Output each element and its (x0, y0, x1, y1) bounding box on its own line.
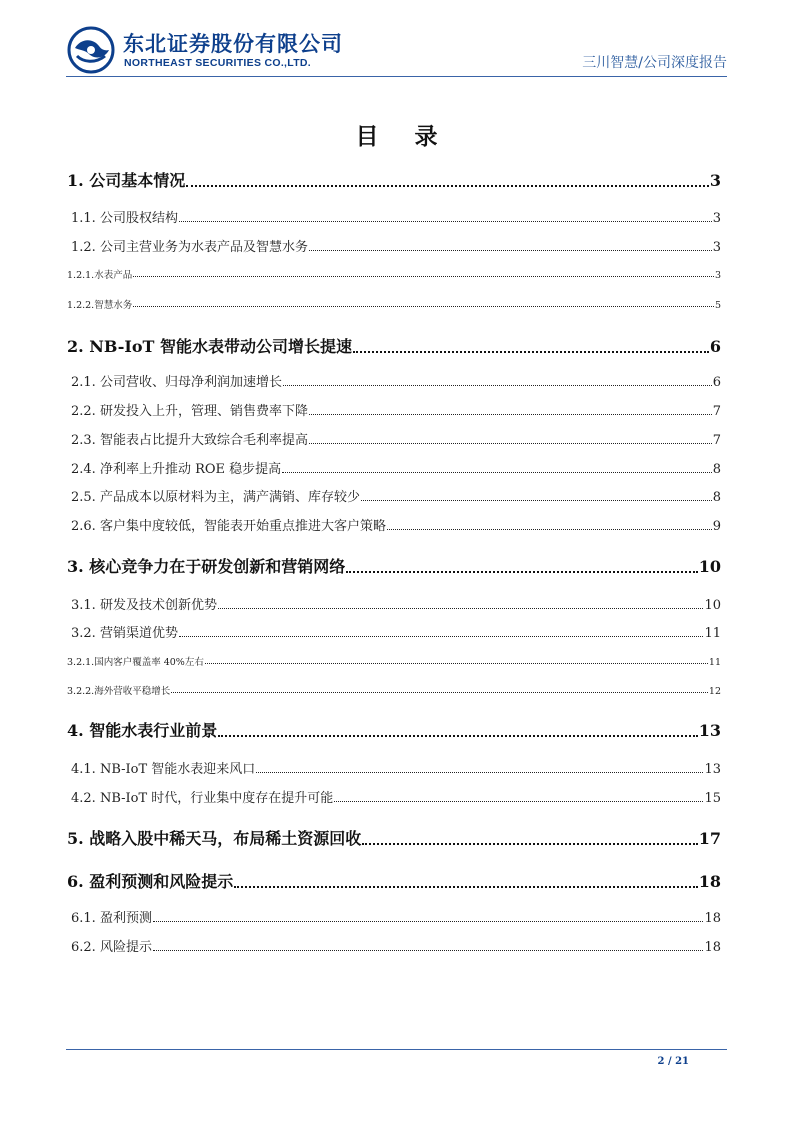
report-label: 三川智慧/公司深度报告 (582, 55, 727, 71)
toc-entry-label: 3.2.1.国内客户覆盖率 40%左右 (67, 657, 204, 668)
toc-entry-page: 10 (698, 557, 721, 576)
leader-dots (256, 772, 703, 773)
header-divider (66, 76, 727, 77)
toc-entry-page: 11 (708, 657, 721, 668)
toc-entry-page: 6 (709, 337, 721, 356)
leader-dots (387, 529, 712, 530)
page-header (0, 0, 793, 80)
leader-dots (309, 414, 712, 415)
leader-dots (362, 843, 697, 845)
toc-entry[interactable] (67, 654, 721, 668)
leader-dots (179, 636, 704, 637)
leader-dots (282, 472, 712, 473)
toc-entry[interactable] (67, 907, 721, 926)
leader-dots (186, 185, 709, 187)
toc-entry-label: 3.2. 营销渠道优势 (71, 626, 178, 641)
toc-entry[interactable] (67, 371, 721, 390)
toc-entry-label: 6.1. 盈利预测 (71, 911, 152, 926)
toc-entry-label: 1.2. 公司主营业务为水表产品及智慧水务 (71, 240, 308, 255)
toc-entry[interactable] (67, 267, 721, 281)
toc-entry-page: 11 (704, 626, 721, 641)
toc-entry[interactable] (67, 936, 721, 955)
leader-dots (218, 735, 697, 737)
toc-entry-label: 2.2. 研发投入上升，管理、销售费率下降 (71, 404, 308, 419)
toc-entry[interactable] (67, 683, 721, 697)
toc-entry-page: 15 (704, 791, 721, 806)
toc-entry-label: 2. NB-IoT 智能水表带动公司增长提速 (67, 337, 352, 356)
toc-entry[interactable] (67, 429, 721, 448)
toc-entry-label: 4. 智能水表行业前景 (67, 721, 218, 740)
toc-entry-label: 2.1. 公司营收、归母净利润加速增长 (71, 375, 282, 390)
page-indicator: 2 / 21 (657, 1056, 689, 1067)
toc-entry-label: 2.6. 客户集中度较低，智能表开始重点推进大客户策略 (71, 519, 386, 534)
toc-entry-page: 5 (714, 300, 721, 311)
toc-entry-page: 18 (704, 911, 721, 926)
toc-entry[interactable] (67, 168, 721, 191)
toc-entry-label: 3.1. 研发及技术创新优势 (71, 598, 217, 613)
toc-entry[interactable] (67, 869, 721, 892)
northeast-securities-logo-icon (67, 26, 115, 74)
leader-dots (334, 801, 703, 802)
toc-title: 目 录 (355, 123, 452, 150)
leader-dots (361, 500, 712, 501)
toc-entry-page: 3 (712, 240, 721, 255)
toc-entry[interactable] (67, 718, 721, 741)
toc-entry-page: 18 (698, 872, 721, 891)
toc-entry-label: 4.2. NB-IoT 时代，行业集中度存在提升可能 (71, 791, 334, 806)
toc-entry[interactable] (67, 458, 721, 477)
leader-dots (153, 921, 704, 922)
toc-entry-page: 10 (704, 598, 721, 613)
toc-entry[interactable] (67, 787, 721, 806)
leader-dots (234, 886, 697, 888)
toc-entry[interactable] (67, 236, 721, 255)
leader-dots (309, 250, 712, 251)
toc-entry[interactable] (67, 400, 721, 419)
toc-entry-page: 12 (708, 686, 721, 697)
toc-entry[interactable] (67, 486, 721, 505)
toc-entry-label: 1.2.2.智慧水务 (67, 300, 133, 311)
leader-dots (353, 351, 709, 353)
toc-entry-label: 3.2.2.海外营收平稳增长 (67, 686, 171, 697)
leader-dots (153, 950, 704, 951)
toc-entry-page: 3 (709, 171, 721, 190)
toc-entry[interactable] (67, 297, 721, 311)
toc-entry[interactable] (67, 826, 721, 849)
toc-entry[interactable] (67, 594, 721, 613)
toc-entry[interactable] (67, 554, 721, 577)
toc-entry-label: 2.5. 产品成本以原材料为主，满产满销、库存较少 (71, 490, 360, 505)
leader-dots (133, 276, 714, 277)
leader-dots (205, 663, 708, 664)
toc-entry[interactable] (67, 334, 721, 357)
toc-entry-label: 2.4. 净利率上升推动 ROE 稳步提高 (71, 462, 282, 477)
toc-entry-page: 13 (704, 762, 721, 777)
toc-entry-label: 1. 公司基本情况 (67, 171, 186, 190)
company-name-en: NORTHEAST SECURITIES CO.,LTD. (124, 57, 312, 69)
leader-dots (133, 306, 714, 307)
toc-entry-label: 3. 核心竞争力在于研发创新和营销网络 (67, 557, 346, 576)
company-name-cn: 东北证券股份有限公司 (123, 32, 343, 56)
toc-entry[interactable] (67, 207, 721, 226)
leader-dots (179, 221, 712, 222)
leader-dots (171, 692, 708, 693)
toc-entry-page: 3 (714, 270, 721, 281)
toc-entry-page: 8 (712, 462, 721, 477)
toc-entry-label: 5. 战略入股中稀天马，布局稀土资源回收 (67, 829, 362, 848)
leader-dots (346, 571, 697, 573)
toc-entry-page: 7 (712, 404, 721, 419)
toc-entry-label: 1.2.1.水表产品 (67, 270, 133, 281)
toc-entry[interactable] (67, 622, 721, 641)
toc-entry-label: 4.1. NB-IoT 智能水表迎来风口 (71, 762, 256, 777)
toc-entry-page: 6 (712, 375, 721, 390)
toc-entry[interactable] (67, 758, 721, 777)
footer-divider (66, 1049, 727, 1050)
toc-entry-label: 6. 盈利预测和风险提示 (67, 872, 234, 891)
leader-dots (309, 443, 712, 444)
toc-entry-page: 17 (698, 829, 721, 848)
toc-entry-page: 13 (698, 721, 721, 740)
toc-entry-label: 1.1. 公司股权结构 (71, 211, 178, 226)
toc-entry-label: 6.2. 风险提示 (71, 940, 152, 955)
toc-entry-label: 2.3. 智能表占比提升大致综合毛利率提高 (71, 433, 308, 448)
toc-entry-page: 3 (712, 211, 721, 226)
toc-entry-page: 9 (712, 519, 721, 534)
leader-dots (218, 608, 704, 609)
toc-entry-page: 7 (712, 433, 721, 448)
toc-entry[interactable] (67, 515, 721, 534)
toc-entry-page: 18 (704, 940, 721, 955)
toc-entry-page: 8 (712, 490, 721, 505)
leader-dots (283, 385, 712, 386)
